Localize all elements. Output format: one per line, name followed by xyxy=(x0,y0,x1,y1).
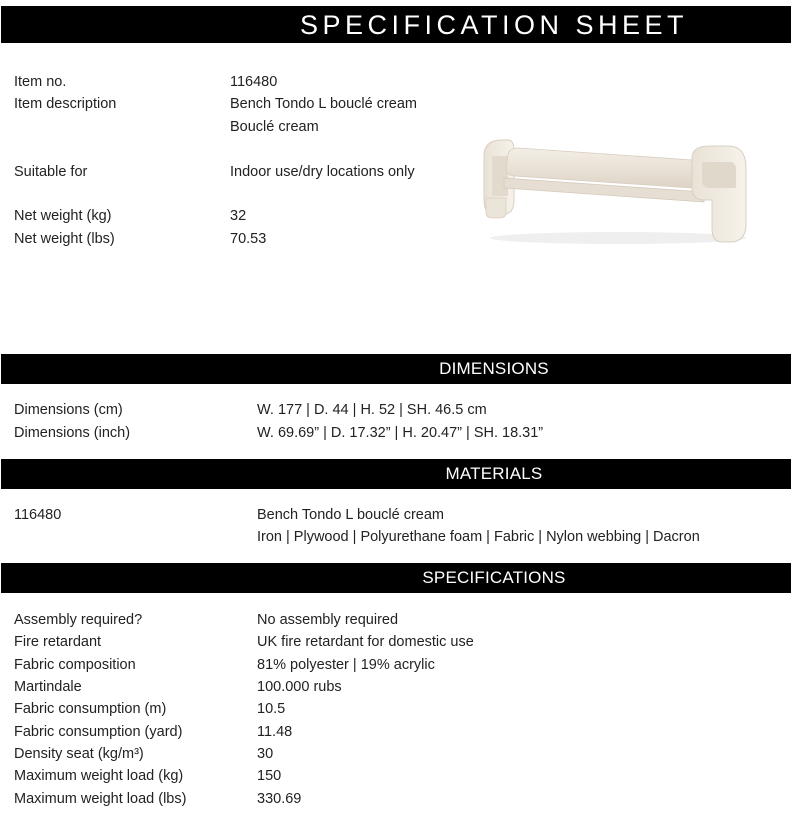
max-weight-load-lbs-label: Maximum weight load (lbs) xyxy=(14,791,187,807)
fabric-consumption-m-value: 10.5 xyxy=(257,701,286,717)
item-description-value-2: Bouclé cream xyxy=(230,119,319,135)
fire-retardant-value: UK fire retardant for domestic use xyxy=(257,634,474,650)
martindale-label: Martindale xyxy=(14,679,82,695)
page-title: SPECIFICATION SHEET xyxy=(299,10,689,40)
assembly-required-value: No assembly required xyxy=(257,612,399,628)
suitable-for-label: Suitable for xyxy=(14,164,88,180)
max-weight-load-kg-value: 150 xyxy=(257,768,282,784)
dimensions-header xyxy=(1,354,791,384)
item-description-label: Item description xyxy=(14,96,117,112)
materials-header xyxy=(1,459,791,489)
net-weight-kg-value: 32 xyxy=(230,208,247,224)
item-no-value: 116480 xyxy=(230,74,278,90)
fire-retardant-label: Fire retardant xyxy=(14,634,102,650)
specifications-header xyxy=(1,563,791,593)
max-weight-load-kg-label: Maximum weight load (kg) xyxy=(14,768,184,784)
item-description-value: Bench Tondo L bouclé cream xyxy=(230,96,418,112)
assembly-required-label: Assembly required? xyxy=(14,612,143,628)
suitable-for-value: Indoor use/dry locations only xyxy=(230,164,415,180)
spec-sheet-header xyxy=(1,6,791,43)
materials-title: MATERIALS xyxy=(445,464,543,483)
fabric-consumption-m-label: Fabric consumption (m) xyxy=(14,701,167,717)
fabric-composition-label: Fabric composition xyxy=(14,657,136,673)
fabric-consumption-yard-label: Fabric consumption (yard) xyxy=(14,724,183,740)
materials-item-label: 116480 xyxy=(14,507,62,523)
dimensions-inch-label: Dimensions (inch) xyxy=(14,425,131,441)
item-no-label: Item no. xyxy=(14,74,67,90)
fabric-consumption-yard-value: 11.48 xyxy=(257,724,293,740)
dimensions-inch-value: W. 69.69” | D. 17.32” | H. 20.47” | SH. 18.31” xyxy=(257,425,544,441)
dimensions-title: DIMENSIONS xyxy=(439,359,549,378)
materials-list-value: Iron | Plywood | Polyurethane foam | Fabric | Nylon webbing | Dacron xyxy=(257,529,700,545)
dimensions-cm-label: Dimensions (cm) xyxy=(14,402,123,418)
fabric-composition-value: 81% polyester | 19% acrylic xyxy=(257,657,435,673)
materials-item-value: Bench Tondo L bouclé cream xyxy=(257,507,445,523)
net-weight-kg-label: Net weight (kg) xyxy=(14,208,112,224)
specifications-title: SPECIFICATIONS xyxy=(422,568,566,587)
product-image xyxy=(478,138,750,246)
density-seat-label: Density seat (kg/m³) xyxy=(14,746,144,762)
dimensions-cm-value: W. 177 | D. 44 | H. 52 | SH. 46.5 cm xyxy=(257,402,487,418)
density-seat-value: 30 xyxy=(257,746,274,762)
max-weight-load-lbs-value: 330.69 xyxy=(257,791,302,807)
net-weight-lbs-label: Net weight (lbs) xyxy=(14,231,115,247)
martindale-value: 100.000 rubs xyxy=(257,679,342,695)
net-weight-lbs-value: 70.53 xyxy=(230,231,267,247)
